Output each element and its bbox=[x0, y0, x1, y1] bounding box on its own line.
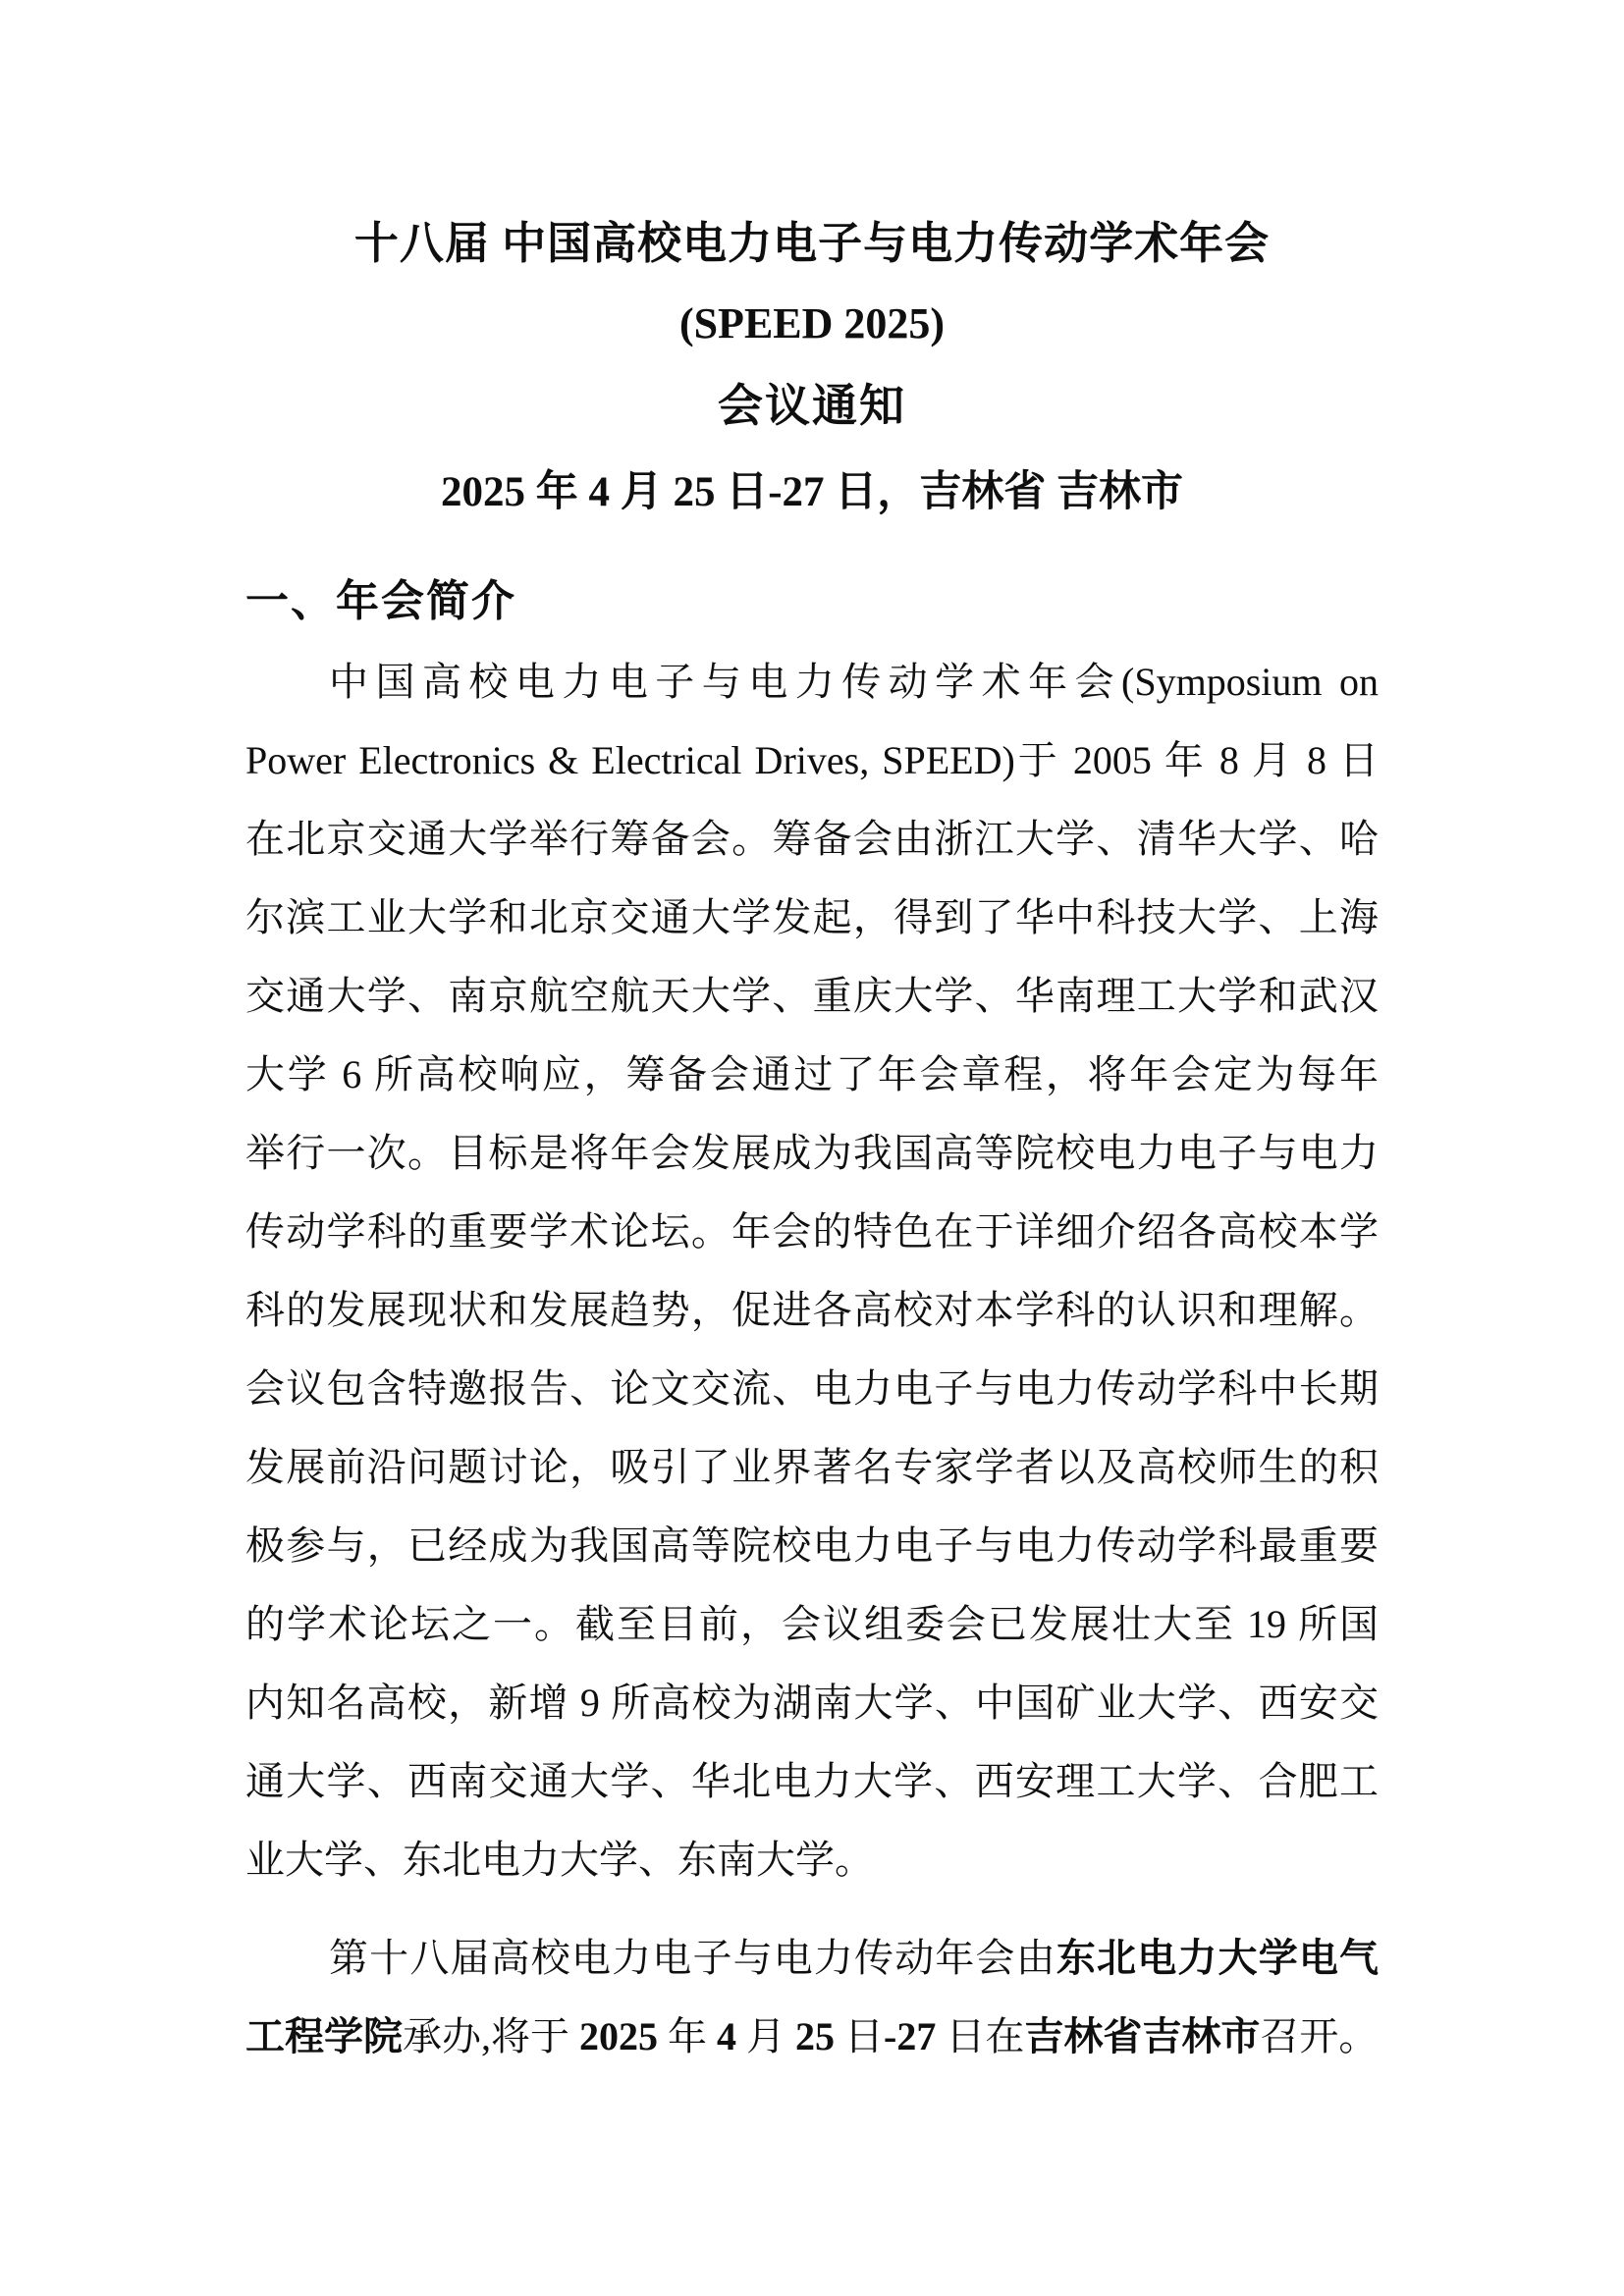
doc-title: 十八届 中国高校电力电子与电力传动学术年会 bbox=[353, 219, 1271, 268]
paragraph-line: 会议包含特邀报告、论文交流、电力电子与电力传动学科中长期 bbox=[245, 1366, 1379, 1411]
doc-type-notice: 会议通知 bbox=[718, 381, 906, 431]
bold-text-run: 2025 bbox=[579, 2014, 658, 2058]
paragraph-line: 中国高校电力电子与电力传动学术年会(Symposium on bbox=[329, 660, 1379, 704]
text-run: 日 bbox=[835, 2014, 884, 2058]
paragraph-line bbox=[245, 1998, 1379, 2076]
bold-text-run: 东北电力大学电气 bbox=[1056, 1936, 1380, 1980]
bold-text-run: 4 bbox=[717, 2014, 736, 2058]
bold-text-run: 吉林省吉林市 bbox=[1024, 2014, 1261, 2058]
paragraph-line: 极参与，已经成为我国高等院校电力电子与电力传动学科最重要 bbox=[245, 1523, 1379, 1568]
text-run: 日在 bbox=[936, 2014, 1025, 2058]
paragraph-line: 大学 6 所高校响应，筹备会通过了年会章程，将年会定为每年 bbox=[245, 1052, 1379, 1096]
paragraph-line: 交通大学、南京航空航天大学、重庆大学、华南理工大学和武汉 bbox=[245, 974, 1379, 1018]
text-run: 第十八届高校电力电子与电力传动年会由 bbox=[329, 1936, 1056, 1980]
paragraph-line: 举行一次。目标是将年会发展成为我国高等院校电力电子与电力 bbox=[245, 1131, 1379, 1175]
text-run: 承办,将于 bbox=[403, 2014, 579, 2058]
bold-text-run: -27 bbox=[884, 2014, 937, 2058]
text-run: 召开。 bbox=[1260, 2014, 1379, 2058]
paragraph-line: 在北京交通大学举行筹备会。筹备会由浙江大学、清华大学、哈 bbox=[245, 817, 1379, 861]
paragraph-line: 业大学、东北电力大学、东南大学。 bbox=[245, 1838, 874, 1882]
text-run: 月 bbox=[736, 2014, 795, 2058]
conference-date-location: 2025 年 4 月 25 日-27 日，吉林省 吉林市 bbox=[440, 469, 1184, 515]
paragraph-18th-session-host bbox=[245, 1919, 1379, 2076]
bold-text-run: 25 bbox=[795, 2014, 835, 2058]
paragraph-line: 发展前沿问题讨论，吸引了业界著名专家学者以及高校师生的积 bbox=[245, 1445, 1379, 1489]
paragraph-line bbox=[245, 1919, 1379, 1998]
paragraph-line: 尔滨工业大学和北京交通大学发起，得到了华中科技大学、上海 bbox=[245, 895, 1379, 939]
doc-subtitle-speed-2025: (SPEED 2025) bbox=[678, 299, 946, 347]
paragraph-line: Power Electronics & Electrical Drives, SPEED)于 2005 年 8 月 8 日 bbox=[245, 738, 1379, 782]
text-run: 年 bbox=[658, 2014, 717, 2058]
bold-text-run: 工程学院 bbox=[245, 2014, 403, 2058]
paragraph-annual-meeting-intro bbox=[245, 643, 1379, 1899]
paragraph-line: 科的发展现状和发展趋势，促进各高校对本学科的认识和理解。 bbox=[245, 1288, 1379, 1332]
paragraph-line: 的学术论坛之一。截至目前，会议组委会已发展壮大至 19 所国 bbox=[245, 1602, 1379, 1646]
paragraph-line: 内知名高校，新增 9 所高校为湖南大学、中国矿业大学、西安交 bbox=[245, 1681, 1379, 1725]
paragraph-line: 传动学科的重要学术论坛。年会的特色在于详细介绍各高校本学 bbox=[245, 1209, 1379, 1254]
section-heading-intro: 一、年会简介 bbox=[245, 577, 516, 625]
paragraph-line: 通大学、西南交通大学、华北电力大学、西安理工大学、合肥工 bbox=[245, 1759, 1379, 1803]
